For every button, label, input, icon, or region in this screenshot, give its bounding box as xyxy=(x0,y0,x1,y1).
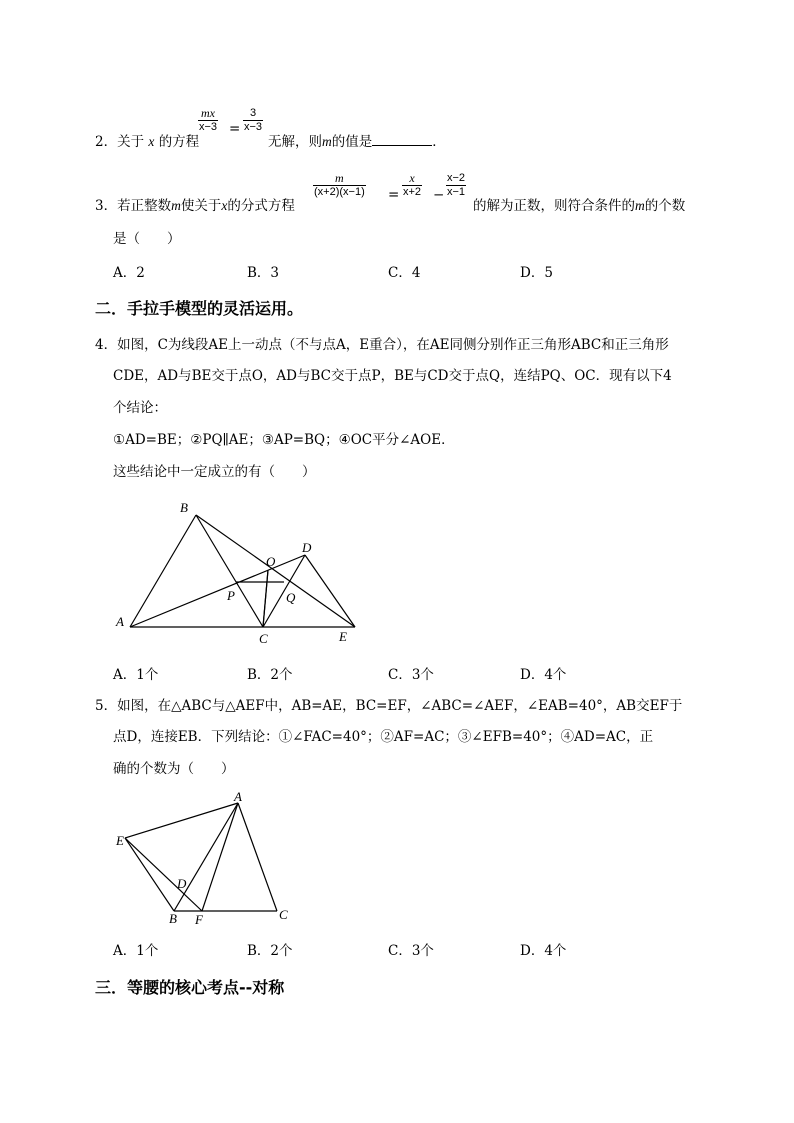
line-ef xyxy=(125,838,202,911)
line-de xyxy=(305,555,355,627)
label-c: C xyxy=(259,631,268,646)
q3-fraction-3: $\frac{x-2}{x-1}$ xyxy=(447,172,466,198)
q2-equals: = xyxy=(229,121,241,137)
q4-figure xyxy=(110,495,370,650)
q5-option-d[interactable]: D．4个 xyxy=(520,943,567,959)
section-2-heading: 二．手拉手模型的灵活运用。 xyxy=(95,299,304,318)
q4-option-d[interactable]: D．4个 xyxy=(520,667,567,683)
label-f: F xyxy=(195,912,203,927)
line-af xyxy=(202,803,238,911)
q5-option-a[interactable]: A．1个 xyxy=(113,943,159,959)
q4-option-b[interactable]: B．2个 xyxy=(247,667,293,683)
q3-option-d[interactable]: D．5 xyxy=(520,265,553,281)
line-eb xyxy=(125,838,174,911)
label-c: C xyxy=(279,907,288,922)
line-ac xyxy=(238,803,277,911)
q4-option-c[interactable]: C．3个 xyxy=(388,667,434,683)
line-ad xyxy=(130,555,305,627)
q3-minus: − xyxy=(433,187,445,203)
q5-figure xyxy=(110,788,300,928)
line-bc xyxy=(196,515,263,627)
q2-fraction-2: $\frac{3}{x-3}$ xyxy=(244,107,263,133)
q3-fraction-2: $\frac{x}{x+2}$ xyxy=(403,171,422,198)
q4-figure-lines xyxy=(130,515,355,627)
label-e: E xyxy=(339,629,347,644)
label-o: O xyxy=(266,554,276,569)
q5-line-2: 点D，连接EB．下列结论：①∠FAC=40°；②AF=AC；③∠EFB=40°；④AD=AC，正 xyxy=(113,729,654,745)
answer-blank[interactable] xyxy=(372,133,432,146)
q5-option-c[interactable]: C．3个 xyxy=(388,943,434,959)
line-ab xyxy=(130,515,196,627)
label-p: P xyxy=(227,588,235,603)
label-a: A xyxy=(116,614,124,629)
label-q: Q xyxy=(286,590,296,605)
line-ab xyxy=(174,803,238,911)
q3-text-line2: 是（ ） xyxy=(113,231,181,247)
q3-option-a[interactable]: A．2 xyxy=(113,265,145,281)
q4-line-5: 这些结论中一定成立的有（ ） xyxy=(113,464,316,480)
q3-fraction-1: $\frac{m}{(x+2)(x-1)}$ xyxy=(314,171,365,198)
q4-line-1: 4．如图，C为线段AE上一动点（不与点A，E重合），在AE同侧分别作正三角形ABC和正三角形 xyxy=(95,337,669,353)
q4-line-4: ①AD=BE；②PQ∥AE；③AP=BQ；④OC平分∠AOE． xyxy=(113,432,455,448)
q5-line-1: 5．如图，在△ABC与△AEF中，AB=AE，BC=EF，∠ABC=∠AEF，∠EAB=40°，AB交EF于 xyxy=(95,698,683,714)
q4-line-2: CDE，AD与BE交于点O，AD与BC交于点P，BE与CD交于点Q，连结PQ、OC．现有以下4 xyxy=(113,368,672,384)
q4-option-a[interactable]: A．1个 xyxy=(113,667,159,683)
label-e: E xyxy=(116,833,124,848)
q3-text-tail: 的解为正数，则符合条件的m的个数 xyxy=(473,198,686,214)
label-d: D xyxy=(177,876,187,891)
q3-equals: = xyxy=(388,187,400,203)
q2-text: 2．关于 x 的方程 xyxy=(95,134,200,150)
q4-line-3: 个结论： xyxy=(113,400,167,416)
q5-line-3: 确的个数为（ ） xyxy=(113,761,235,777)
label-d: D xyxy=(302,540,312,555)
q3-option-b[interactable]: B．3 xyxy=(247,265,280,281)
q3-option-c[interactable]: C．4 xyxy=(388,265,421,281)
q2-fraction-1: $\frac{mx}{x-3}$ xyxy=(199,106,218,133)
label-a: A xyxy=(234,789,242,804)
line-be xyxy=(196,515,355,627)
label-b: B xyxy=(169,911,177,926)
q5-figure-lines xyxy=(125,803,277,911)
label-b: B xyxy=(180,500,188,515)
line-oc-2 xyxy=(263,570,268,627)
q2-text-tail: 无解，则m的值是 ． xyxy=(268,134,446,150)
section-3-heading: 三．等腰的核心考点--对称 xyxy=(95,978,285,997)
q3-text: 3．若正整数m使关于x的分式方程 xyxy=(95,198,295,214)
q5-option-b[interactable]: B．2个 xyxy=(247,943,293,959)
